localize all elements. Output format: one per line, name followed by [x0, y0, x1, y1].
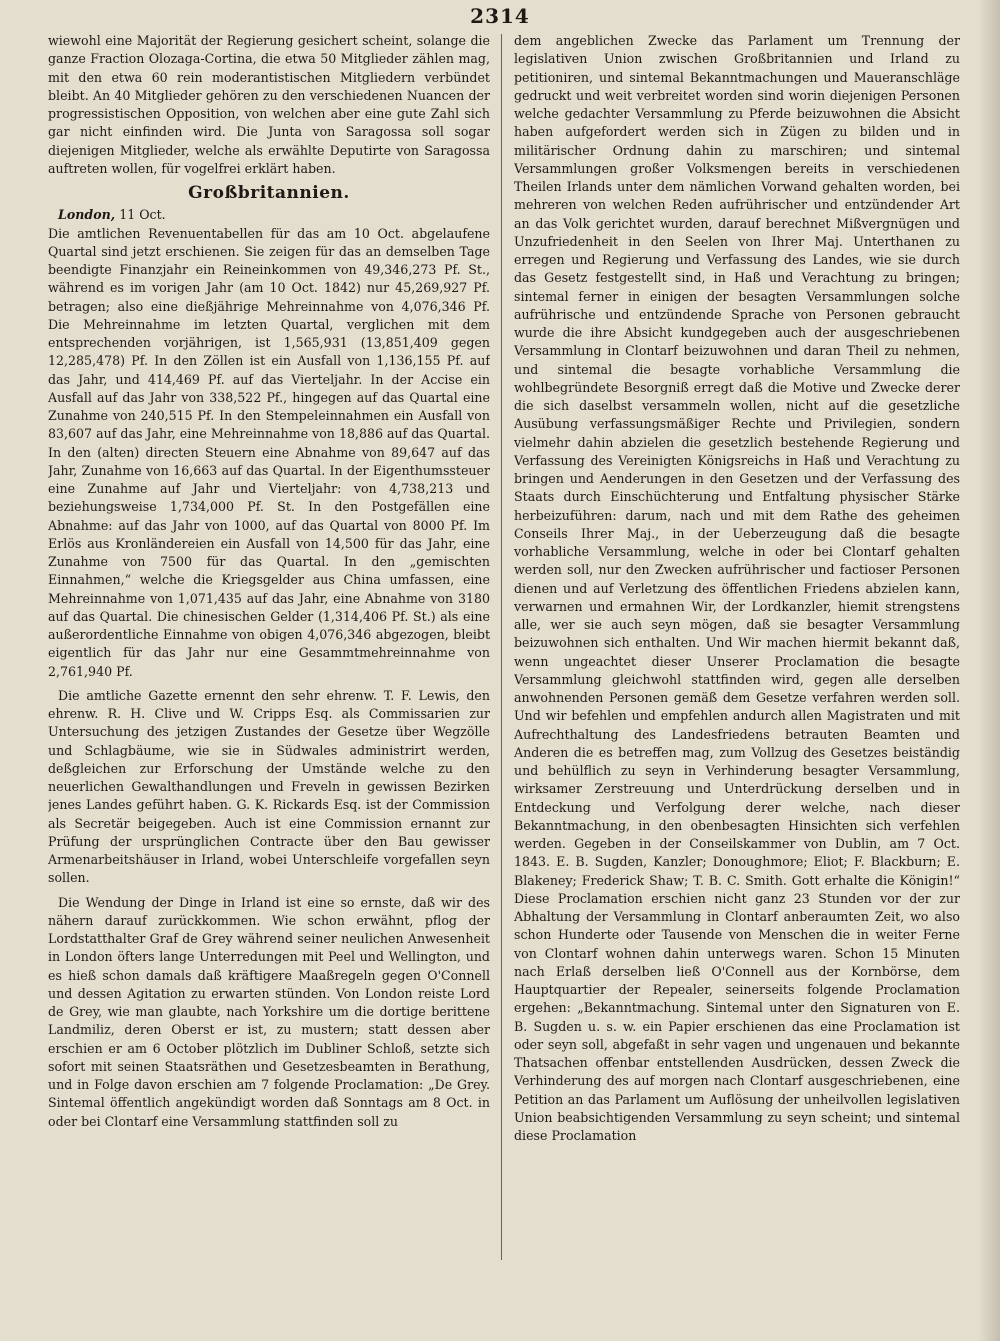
dateline-place: London,: [58, 207, 116, 223]
dateline-date: 11 Oct.: [119, 207, 166, 223]
right-column: [514, 32, 960, 1262]
page-edge-shadow: [978, 0, 1000, 1341]
ireland-paragraph: Die Wendung der Dinge in Irland ist eine so ernste, daß wir des nähern darauf zurückkommen. Wie schon erwähnt, pflog der Lordstatthalter Graf de Grey während seiner neulichen Anwesenheit in London öfters lange Unterredungen mit Peel und Wellington, und es hieß schon damals daß kräftigere Maaßregeln gegen O'Connell und dessen Agitation zu erwarten stünden. Von London reiste Lord de Grey, wie man glaubte, nach Yorkshire um die dortige berittene Landmiliz, deren Oberst er ist, zu mustern; statt dessen aber erschien er am 6 October plötzlich im Dubliner Schloß, setzte sich sofort mit seinen Staatsräthen und Gesetzesbeamten in Berathung, und in Folge davon erschien am 7 folgende Proclamation: „De Grey. Sintemal öffentlich angekündigt worden daß Sonntags am 8 Oct. in oder bei Clontarf eine Versammlung stattfinden soll zu: [48, 894, 490, 1129]
proclamation-paragraph: dem angeblichen Zwecke das Parlament um Trennung der legislativen Union zwischen Großbritannien und Irland zu petitioniren, und sintemal Bekanntmachungen und Maueranschläge gedruckt und weit verbreitet worden sind worin diejenigen Personen welche gedachter Versammlung zu Pferde beizuwohnen die Absicht haben aufgefordert werden sich in Zügen zu bilden und in militärischer Ordnung dahin zu marschiren; und sintemal Versammlungen großer Volksmengen bereits in verschiedenen Theilen Irlands unter dem nämlichen Vorwand gehalten worden, bei mehreren von welchen Reden aufrührischer und entzündender Art an das Volk gerichtet wurden, darauf berechnet Mißvergnügen und Unzufriedenheit in den Seelen von Ihrer Maj. Unterthanen zu erregen und Regierung und Verfassung des Landes, wie sie durch das Gesetz festgestellt sind, in Haß und Verachtung zu bringen; sintemal ferner in einigen der besagten Versammlungen solche aufrührische und entzündende Sprache von Personen gebraucht wurde die ihre Absicht kundgegeben auch der ausgeschriebenen Versammlung in Clontarf beizuwohnen und daran Theil zu nehmen, und sintemal die besagte vorhabliche Versammlung die wohlbegründete Besorgniß erregt daß die Motive und Zwecke derer die sich daselbst versammeln wollen, nicht auf die gesetzliche Ausübung verfassungsmäßiger Rechte und Privilegien, sondern vielmehr dahin abzielen die gesetzlich bestehende Regierung und Verfassung des Vereinigten Königsreichs in Haß und Verachtung zu bringen und Aenderungen in den Gesetzen und der Verfassung des Staats durch Einschüchterung und Entfaltung physischer Stärke herbeizuführen: darum, nach und mit dem Rathe des geheimen Conseils Ihrer Maj., in der Ueberzeugung daß die besagte vorhabliche Versammlung, welche in oder bei Clontarf gehalten werden soll, nur den Zwecken aufrührischer und factioser Personen dienen und auf Verletzung des öffentlichen Friedens abzielen kann, verwarnen und ermahnen Wir, der Lordkanzler, hiemit strengstens alle, wer sie auch seyn mögen, daß sie besagter Versammlung beizuwohnen sich enthalten. Und Wir machen hiermit bekannt daß, wenn ungeachtet dieser Unserer Proclamation die besagte Versammlung gleichwohl stattfinden wird, gegen alle derselben anwohnenden Personen gemäß dem Gesetze verfahren werden soll. Und wir befehlen und empfehlen andurch allen Magistraten und mit Aufrechthaltung des Landesfriedens betrauten Beamten und Anderen die es betreffen mag, zum Vollzug des Gesetzes beiständig und behülflich zu seyn in Verhinderung besagter Versammlung, wirksamer Zerstreuung und Unterdrückung derselben und in Entdeckung und Verfolgung derer welche, nach dieser Bekanntmachung, in den obenbesagten Hinsichten sich verfehlen werden. Gegeben in der Conseilskammer von Dublin, am 7 Oct. 1843. E. B. Sugden, Kanzler; Donoughmore; Eliot; F. Blackburn; E. Blakeney; Frederick Shaw; T. B. C. Smith. Gott erhalte die Königin!“ Diese Proclamation erschien nicht ganz 23 Stunden vor der zur Abhaltung der Versammlung in Clontarf anberaumten Zeit, wo also schon Hunderte oder Tausende von Menschen die in weiter Ferne von Clontarf wohnen dahin unterwegs waren. Schon 15 Minuten nach Erlaß derselben ließ O'Connell aus der Kornbörse, dem Hauptquartier der Repealer, seinerseits folgende Proclamation ergehen: „Bekanntmachung. Sintemal unter den Signaturen von E. B. Sugden u. s. w. ein Papier erschienen das eine Proclamation ist oder seyn soll, abgefaßt in sehr vagen und ungenauen und bekannte Thatsachen offenbar entstellenden Ausdrücken, dessen Zweck die Verhinderung des auf morgen nach Clontarf ausgeschriebenen, eine Petition an das Parlament um Auflösung der unheilvollen legislativen Union beabsichtigenden Versammlung zu seyn scheint; und sintemal diese Proclamation: [514, 33, 960, 1143]
gazette-paragraph: Die amtliche Gazette ernennt den sehr ehrenw. T. F. Lewis, den ehrenw. R. H. Clive und W. Cripps Esq. als Commissarien zur Untersuchung des jetzigen Zustandes der Gesetze über Wegzölle und Schlagbäume, wie sie in Südwales administrirt werden, deßgleichen zur Erforschung der Umstände welche zu den neuerlichen Gewalthandlungen und Freveln in gewissen Bezirken jenes Landes geführt haben. G. K. Rickards Esq. ist der Commission als Secretär beigegeben. Auch ist eine Commission ernannt zur Prüfung der ursprünglichen Contracte über den Bau gewisser Armenarbeitshäuser in Irland, wobei Unterschleife vorgefallen seyn sollen.: [48, 687, 490, 886]
column-divider: [501, 34, 502, 1260]
revenue-text: Die amtlichen Revenuentabellen für das am 10 Oct. abgelaufene Quartal sind jetzt erschienen. Sie zeigen für das an demselben Tage beendigte Finanzjahr ein Reineinkommen von 49,346,273 Pf. St., während es im vorigen Jahr (am 10 Oct. 1842) nur 45,269,927 Pf. betragen; also eine dießjährige Mehreinnahme von 4,076,346 Pf. Die Mehreinnahme im letzten Quartal, verglichen mit dem entsprechenden vorjährigen, ist 1,565,931 (13,851,409 gegen 12,285,478) Pf. In den Zöllen ist ein Ausfall von 1,136,155 Pf. auf das Jahr, und 414,469 Pf. auf das Vierteljahr. In der Accise ein Ausfall auf das Jahr von 338,522 Pf., hingegen auf das Quartal eine Zunahme von 240,515 Pf. In den Stempeleinnahmen ein Ausfall von 83,607 auf das Jahr, eine Mehreinnahme von 18,886 auf das Quartal. In den (alten) directen Steuern eine Abnahme von 89,647 auf das Jahr, Zunahme von 16,663 auf das Quartal. In der Eigenthumssteuer eine Zunahme auf Jahr und Vierteljahr: von 4,738,213 und beziehungsweise 1,734,000 Pf. St. In den Postgefällen eine Abnahme: auf das Jahr von 1000, auf das Quartal von 8000 Pf. Im Erlös aus Kronländereien ein Ausfall von 14,500 für das Jahr, eine Zunahme von 7500 für das Quartal. In den „gemischten Einnahmen,“ welche die Kriegsgelder aus China umfassen, eine Mehreinnahme von 1,071,435 auf das Jahr, eine Abnahme von 3180 auf das Quartal. Die chinesischen Gelder (1,314,406 Pf. St.) als eine außerordentliche Einnahme von obigen 4,076,346 abgezogen, bleibt eigentlich für das Jahr nur eine Gesammtmehreinnahme von 2,761,940 Pf.: [48, 225, 490, 679]
spain-cortes-paragraph: wiewohl eine Majorität der Regierung gesichert scheint, solange die ganze Fraction Olozaga-Cortina, die etwa 50 Mitglieder zählen mag, mit den etwa 60 rein moderantistischen Mitgliedern verbündet bleibt. An 40 Mitglieder gehören zu den verschiedenen Nuancen der progressistischen Opposition, von welchen aber eine gute Zahl sich gar nicht einfinden wird. Die Junta von Saragossa soll sogar diejenigen Mitglieder, welche als erwählte Deputirte von Saragossa auftreten wollen, für vogelfrei erklärt haben.: [48, 33, 490, 176]
revenue-paragraph: [48, 206, 490, 681]
page-number: 2314: [470, 4, 530, 28]
section-title-great-britain: Großbritannien.: [188, 183, 350, 203]
left-column: [48, 32, 490, 1262]
